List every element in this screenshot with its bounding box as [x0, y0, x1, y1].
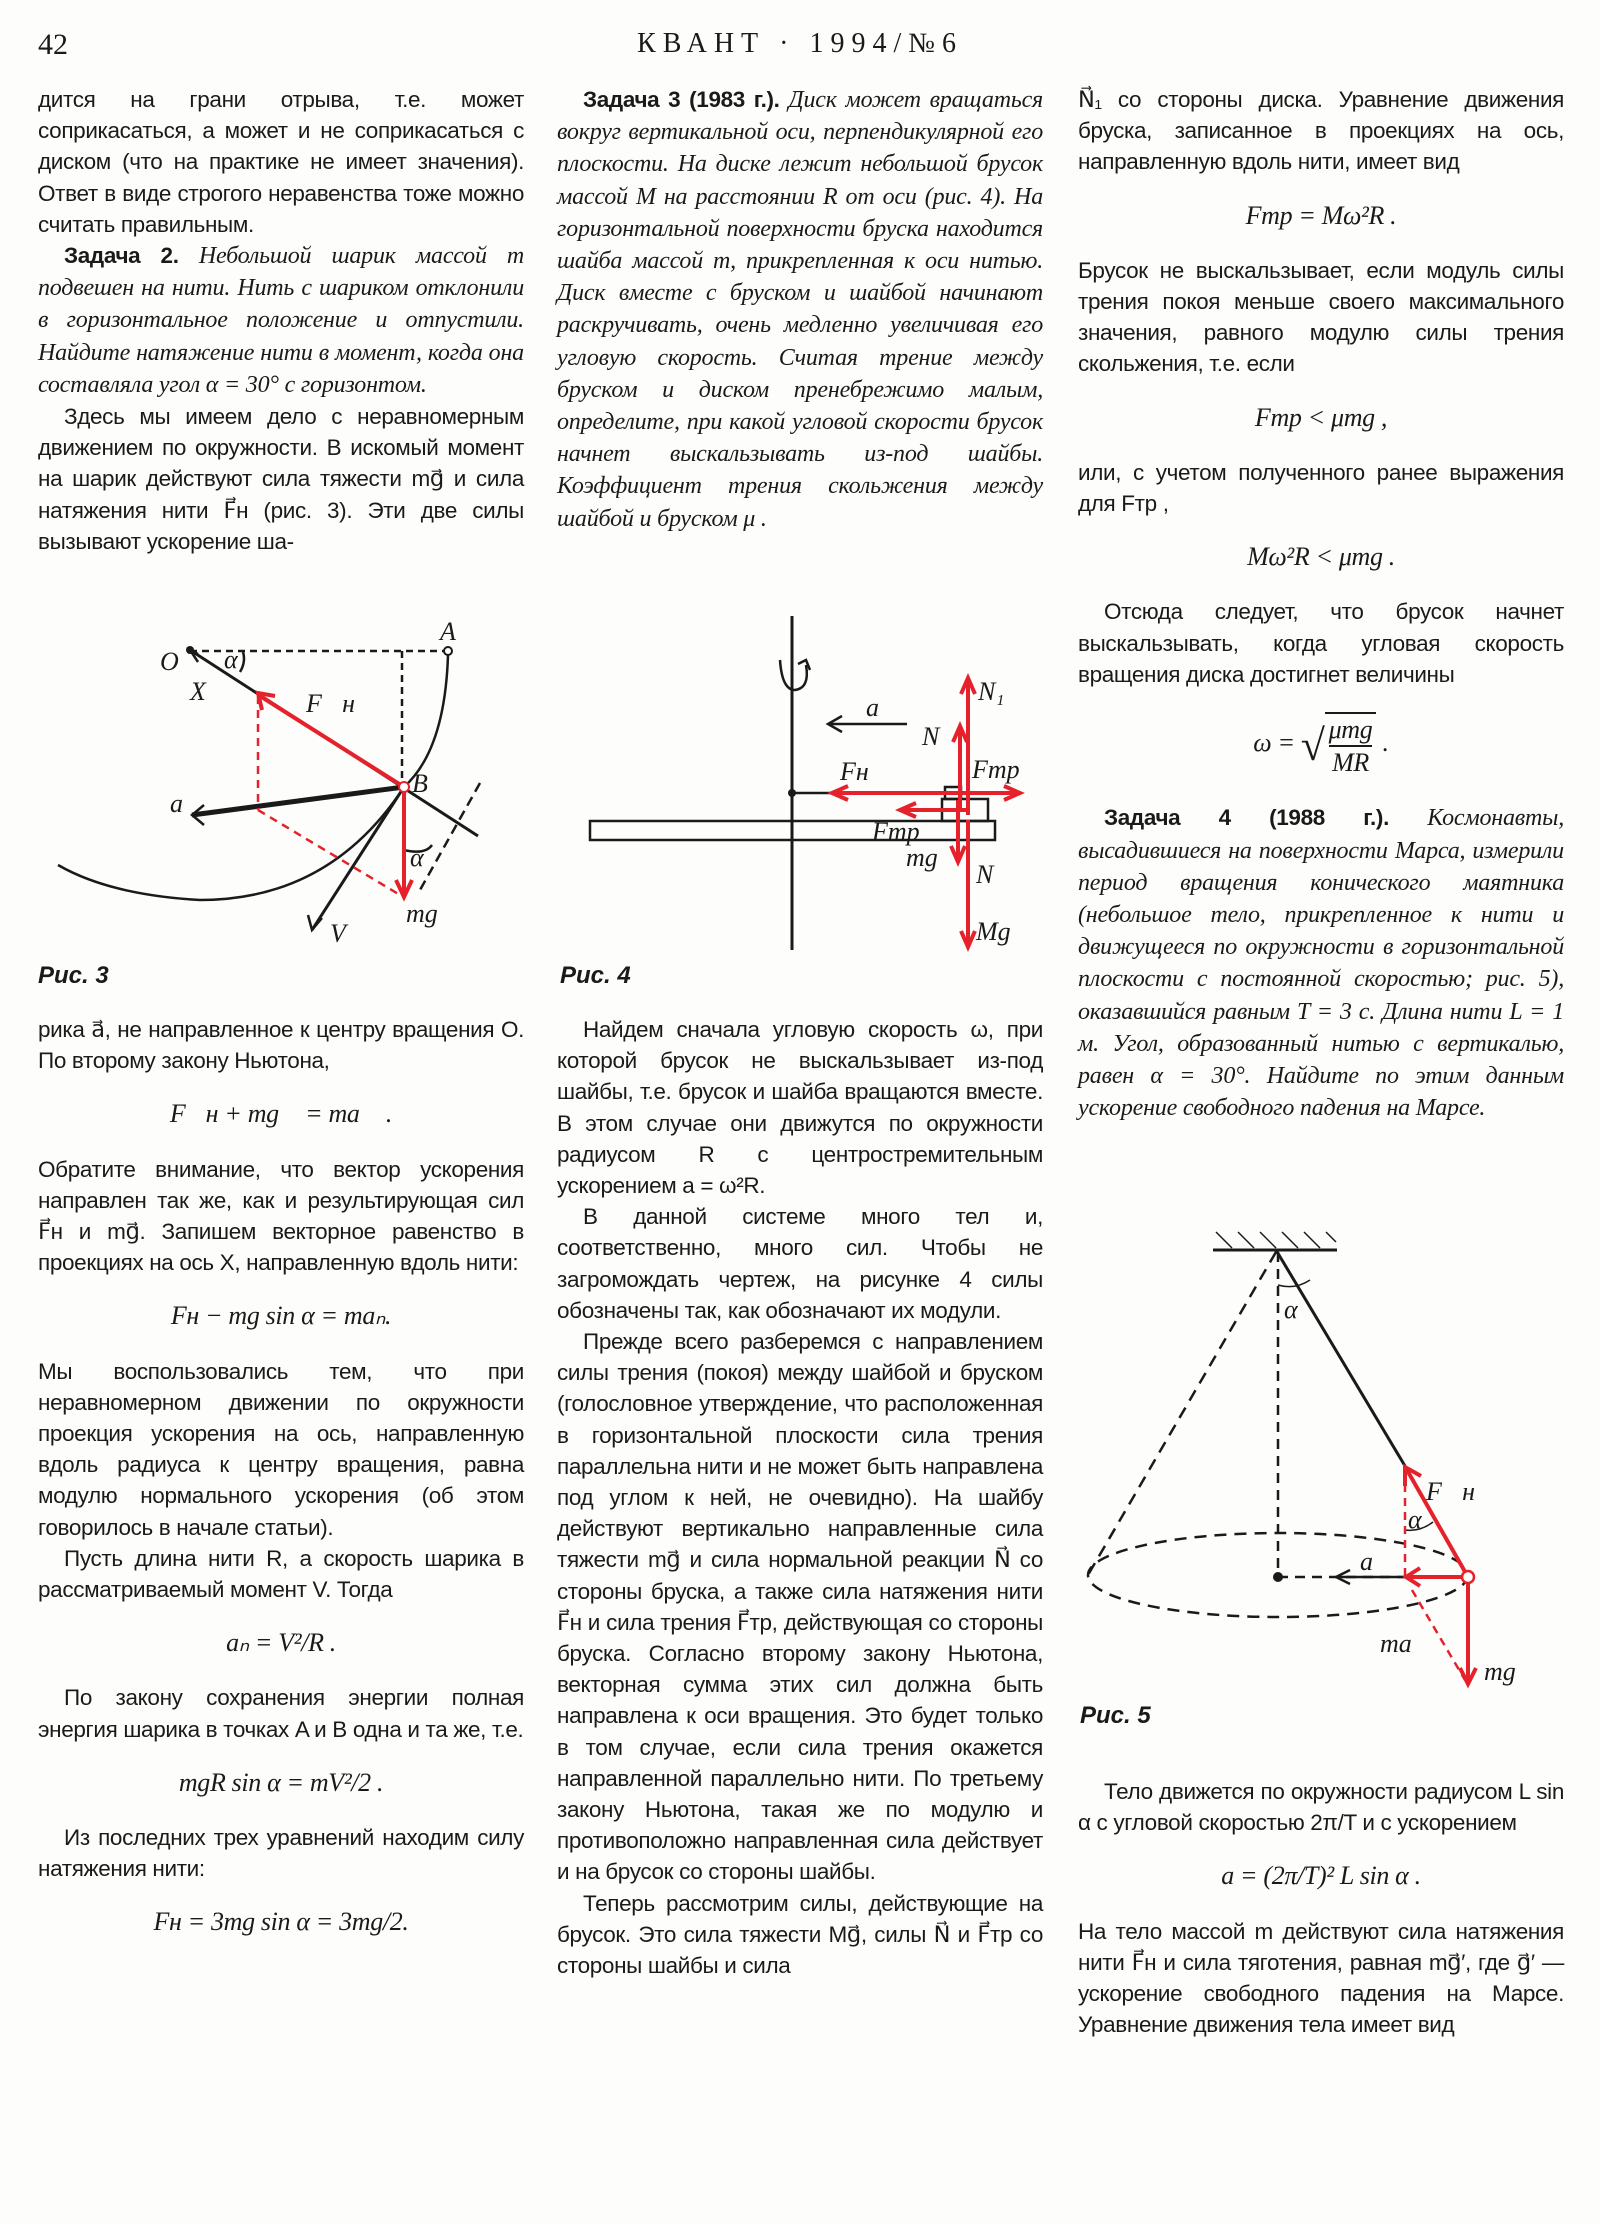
paragraph: или, с учетом полученного ранее выражения для Fтр ,	[1078, 459, 1564, 517]
paragraph: Теперь рассмотрим силы, действующие на брусок. Это сила тяжести Mg⃗, силы N⃗ и F⃗тр со стороны шайбы и сила	[557, 1890, 1043, 1979]
label-mg: mg⃗	[1484, 1657, 1536, 1686]
figure-5-caption: Рис. 5	[1080, 1702, 1151, 1729]
formula: Mω²R < μmg .	[1247, 542, 1395, 572]
task-text: Диск может вращаться вокруг вертикальной оси, перпендикулярной его плоскости. На диске лежит небольшой брусок массой M на расстоянии R от оси (рис. 4). На горизонтальной поверхности бруска находится шайба массой m, прикрепленная к оси нитью. Диск вместе с бруском и шайбой начинают раскручивать, очень медленно увеличивая его угловую скорость. Считая трение между бруском и диском пренебрежимо малым, определите, при какой угловой скорости брусок начнет выскальзывать из-под шайбы. Коэффициент трения скольжения между шайбой и бруском μ .	[557, 87, 1043, 532]
label-B: B	[412, 769, 428, 798]
task-label: Задача 4 (1988 г.).	[1104, 805, 1389, 831]
label-mg: mg⃗	[406, 899, 458, 928]
label-a: a	[866, 693, 879, 722]
label-F: F⃗н	[1426, 1477, 1476, 1506]
formula: Fтр = Mω²R .	[1245, 200, 1397, 230]
paragraph: В данной системе много тел и, соответственно, много сил. Чтобы не загромождать чертеж, на рисунке 4 силы обозначены так, как обозначают их модули.	[557, 1204, 1043, 1323]
paragraph: Пусть длина нити R, а скорость шарика в рассматриваемый момент V. Тогда	[38, 1545, 524, 1603]
paragraph: Обратите внимание, что вектор ускорения направлен так же, как и результирующая сил F⃗н и mg⃗. Запишем векторное равенство в проекциях на ось X, направленную вдоль нити:	[38, 1156, 524, 1276]
label-a: a⃗	[170, 789, 204, 818]
label-N-2: N	[976, 860, 994, 889]
running-head: КВАНТ · 1994/№6	[637, 28, 963, 59]
label-Mg: Mg	[976, 917, 1011, 946]
task-text: Небольшой шарик массой m подвешен на нити. Нить с шариком отклонили в горизонтальное положение и отпустили. Найдите натяжение нити в момент, когда она составляла угол α = 30° с горизонтом.	[38, 243, 524, 398]
paragraph: Мы воспользовались тем, что при неравномерном движении по окружности проекция ускорения на ось, направленную вдоль радиуса к центру вращения, равна модулю нормального ускорения (об этом говорилось в начале статьи).	[38, 1358, 524, 1540]
label-N1: N₁	[978, 677, 1005, 706]
label-alpha-2: α	[1408, 1505, 1422, 1534]
paragraph: Прежде всего разберемся с направлением силы трения (покоя) между шайбой и бруском (голословное утверждение, что расположенная в горизонтальной плоскости сила трения параллельна нити и не может быть направлена под углом к ней, не очевидно). На шайбу действуют вертикально направленные сила тяжести mg⃗ и сила нормальной реакции N⃗ со стороны бруска, а также сила натяжения нити F⃗н и сила трения F⃗тр, действующая со стороны бруска. Согласно второму закону Ньютона, векторная сумма этих сил должна быть направлена к оси вращения. Это будет только в том случае, если сила трения окажется направленной параллельно нити. По третьему закону Ньютона, такая же по модулю и противоположно направленная сила действует и на брусок со стороны шайбы.	[557, 1329, 1043, 1885]
page-number: 42	[38, 28, 68, 61]
denominator: MR	[1332, 748, 1369, 778]
label-N: N	[922, 722, 940, 751]
paragraph: Тело движется по окружности радиусом L sin α с угловой скоростью 2π/T и с ускорением	[1078, 1779, 1564, 1836]
paragraph: По закону сохранения энергии полная энергия шарика в точках A и B одна и та же, т.е.	[38, 1685, 524, 1742]
task-label: Задача 3 (1983 г.).	[583, 87, 780, 112]
label-F: F⃗н	[306, 689, 356, 718]
paragraph: Отсюда следует, что брусок начнет выскальзывать, когда угловая скорость вращения диска достигнет величины	[1078, 599, 1564, 687]
paragraph: Брусок не выскальзывает, если модуль силы трения покоя меньше своего максимального значения, равного модулю силы трения скольжения, т.е. если	[1078, 257, 1564, 377]
right-column-bottom	[1078, 1776, 1564, 2040]
task-label: Задача 2.	[64, 243, 179, 269]
formula: aₙ = V²/R .	[226, 1628, 336, 1658]
paragraph: N⃗₁ со стороны диска. Уравнение движения бруска, записанное в проекциях на ось, направленную вдоль нити, имеет вид	[1078, 87, 1564, 175]
formula: F⃗н + mg⃗ = ma⃗ .	[169, 1099, 393, 1129]
label-V: V⃗	[330, 919, 367, 948]
formula: Fтр < μmg ,	[1254, 402, 1388, 432]
task-text: Космонавты, высадившиеся на поверхности Марса, измерили период вращения конического маятника (небольшое тело, прикрепленное к нити и движущееся по окружности в горизонтальной плоскости с постоянной скоростью; рис. 5), оказавшийся равным T = 3 с. Длина нити L = 1 м. Угол, образованный нитью с вертикалью, равен α = 30°. Найдите по этим данным ускорение свободного падения на Марсе.	[1078, 805, 1564, 1122]
paragraph: дится на грани отрыва, т.е. может соприкасаться, а может и не соприкасаться с диском (что на практике не имеет значения). Ответ в виде строгого неравенства тоже можно считать правильным.	[38, 87, 524, 237]
square-root: √ $\frac{\text{μmg}}{MR}$	[1301, 712, 1377, 778]
label-A: A	[440, 617, 456, 646]
label-alpha: α	[1284, 1295, 1298, 1324]
cone-dashed	[1088, 1252, 1276, 1575]
pendulum-string	[1276, 1250, 1405, 1466]
label-mg: mg	[906, 843, 938, 872]
figure-3-caption: Рис. 3	[38, 962, 109, 989]
label-X: X	[190, 677, 206, 706]
paragraph: На тело массой m действуют сила натяжения нити F⃗н и сила тяготения, равная mg⃗′, где g⃗′ — ускорение свободного падения на Марсе. Уравнение движения тела имеет вид	[1078, 1918, 1564, 2038]
label-alpha: α	[224, 645, 238, 674]
formula: mgR sin α = mV²/2 .	[178, 1767, 384, 1797]
label-alpha-2: α	[410, 843, 424, 872]
formula: Fн − mg sin α = maₙ.	[170, 1301, 392, 1331]
formula-lhs: ω =	[1253, 728, 1295, 758]
label-O: O	[160, 647, 179, 676]
label-Ftr-2: Fтр	[872, 817, 920, 846]
label-Fn: Fн	[840, 757, 869, 786]
formula-end: .	[1382, 728, 1389, 758]
paragraph: Из последних трех уравнений находим силу натяжения нити:	[38, 1825, 524, 1882]
formula: Fн = 3mg sin α = 3mg/2.	[153, 1907, 409, 1937]
paragraph: рика a⃗, не направленное к центру вращения O. По второму закону Ньютона,	[38, 1017, 524, 1074]
paragraph: Найдем сначала угловую скорость ω, при которой брусок не выскальзывает из-под шайбы, т.е. брусок и шайба вращаются вместе. В этом случае они движутся по окружности радиусом R с центростремительным ускорением a = ω²R.	[557, 1017, 1043, 1199]
label-ma: ma⃗	[1380, 1629, 1432, 1658]
figure-4-caption: Рис. 4	[560, 962, 631, 989]
label-a: a⃗	[1360, 1547, 1394, 1576]
formula: a = (2π/T)² L sin α .	[1221, 1861, 1421, 1891]
label-Ftr: Fтр	[972, 755, 1020, 784]
paragraph: Здесь мы имеем дело с неравномерным движением по окружности. В искомый момент на шарик действуют сила тяжести mg⃗ и сила натяжения нити F⃗н (рис. 3). Эти две силы вызывают ускорение ша-	[38, 404, 524, 554]
numerator: μmg	[1329, 714, 1373, 747]
